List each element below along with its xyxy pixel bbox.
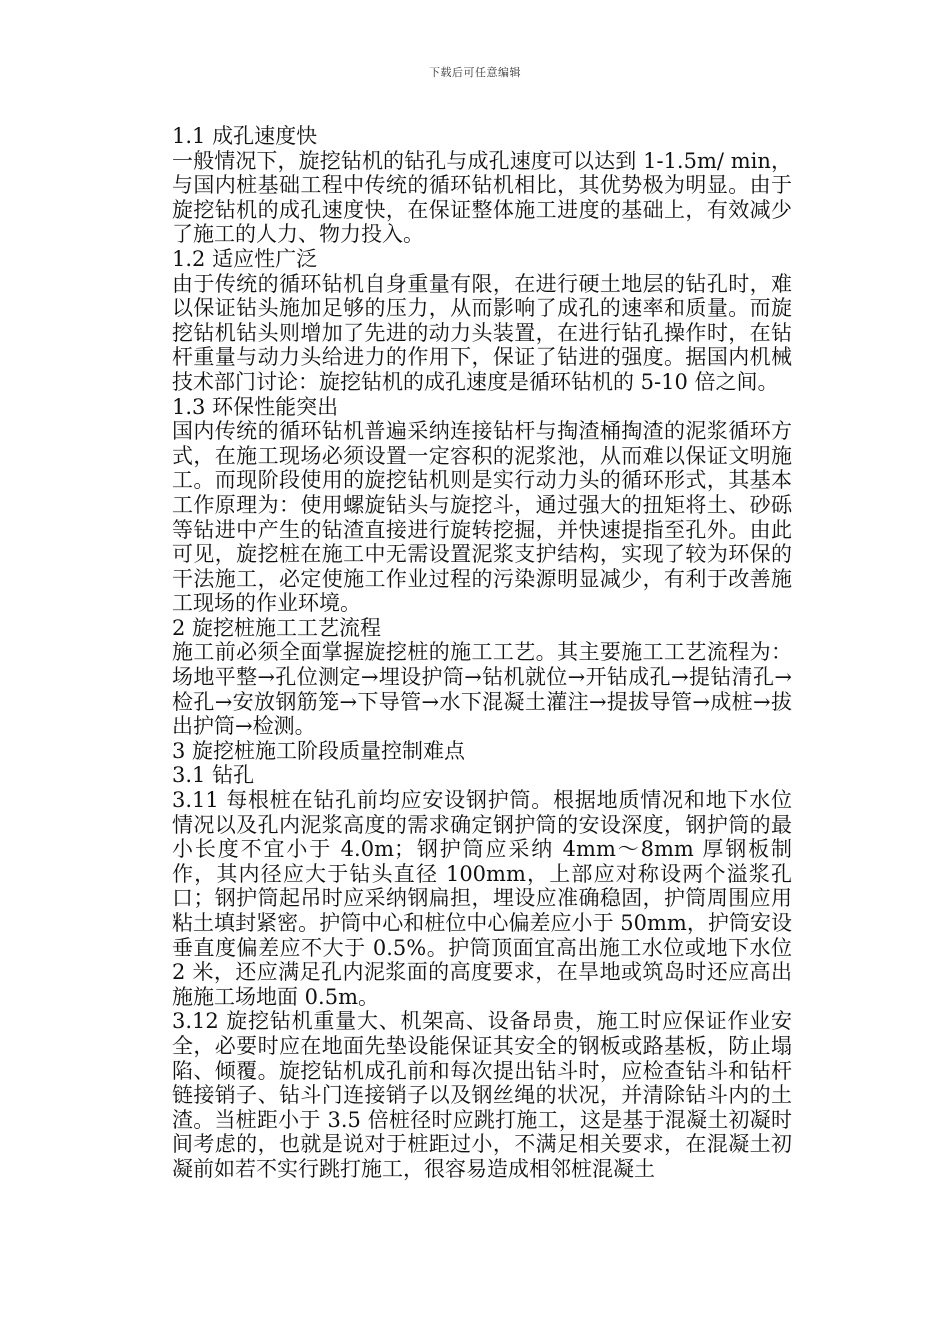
paragraph-3-12: 3.12 旋挖钻机重量大、机架高、设备昂贵，施工时应保证作业安全，必要时应在地面先垫设能保证其安全的钢板或路基板，防止塌陷、倾覆。旋挖钻机成孔前和每次提出钻斗时，应检查钻斗和钻杆链接销子、钻斗门连接销子以及钢丝绳的状况，并清除钻斗内的土渣。当桩距小于 3.5 倍桩径时应跳打施工，这是基于混凝土初凝时间考虑的，也就是说对于桩距过小，不满足相关要求，在混凝土初凝前如若不实行跳打施工，很容易造成相邻桩混凝土 — [172, 1009, 792, 1181]
section-heading-1-2: 1.2 适应性广泛 — [172, 246, 318, 271]
section-heading-2: 2 旋挖桩施工工艺流程 — [172, 615, 382, 640]
paragraph-1-1: 一般情况下，旋挖钻机的钻孔与成孔速度可以达到 1-1.5m/ min，与国内桩基础工程中传统的循环钻机相比，其优势极为明显。由于旋挖钻机的成孔速度快，在保证整体施工进度的基础上，有效减少了施工的人力、物力投入。 — [172, 148, 792, 247]
paragraph-1-2: 由于传统的循环钻机自身重量有限，在进行硬土地层的钻孔时，难以保证钻头施加足够的压力，从而影响了成孔的速率和质量。而旋挖钻机钻头则增加了先进的动力头装置，在进行钻孔操作时，在钻杆重量与动力头给进力的作用下，保证了钻进的强度。据国内机械技术部门讨论：旋挖钻机的成孔速度是循环钻机的 5-10 倍之间。 — [172, 271, 792, 394]
section-heading-3-1: 3.1 钻孔 — [172, 763, 255, 788]
paragraph-1-3: 国内传统的循环钻机普遍采纳连接钻杆与掏渣桶掏渣的泥浆循环方式，在施工现场必须设置一定容积的泥浆池，从而难以保证文明施工。而现阶段使用的旋挖钻机则是实行动力头的循环形式，其基本工作原理为：使用螺旋钻头与旋挖斗，通过强大的扭矩将土、砂砾等钻进中产生的钻渣直接进行旋转挖掘，并快速提指至孔外。由此可见，旋挖桩在施工中无需设置泥浆支护结构，实现了较为环保的干法施工，必定使施工作业过程的污染源明显减少，有利于改善施工现场的作业环境。 — [172, 419, 792, 616]
paragraph-2: 施工前必须全面掌握旋挖桩的施工工艺。其主要施工工艺流程为：场地平整→孔位测定→埋设护筒→钻机就位→开钻成孔→提钻清孔→检孔→安放钢筋笼→下导管→水下混凝土灌注→提拔导管→成桩→拔出护筒→检测。 — [172, 640, 792, 739]
document-body — [172, 124, 792, 1182]
section-heading-3: 3 旋挖桩施工阶段质量控制难点 — [172, 738, 466, 763]
paragraph-3-11: 3.11 每根桩在钻孔前均应安设钢护筒。根据地质情况和地下水位情况以及孔内泥浆高度的需求确定钢护筒的安设深度，钢护筒的最小长度不宜小于 4.0m；钢护筒应采纳 4mm～8mm 厚钢板制作，其内径应大于钻头直径 100mm，上部应对称设两个溢浆孔口；钢护筒起吊时应采纳钢扁担，埋设应准确稳固，护筒周围应用粘土填封紧密。护筒中心和桩位中心偏差应小于 50mm，护筒安设垂直度偏差应不大于 0.5%。护筒顶面宜高出施工水位或地下水位 2 米，还应满足孔内泥浆面的高度要求，在旱地或筑岛时还应高出施施工场地面 0.5m。 — [172, 788, 792, 1009]
section-heading-1-1: 1.1 成孔速度快 — [172, 124, 318, 148]
page-header: 下载后可任意编辑 — [429, 66, 521, 79]
section-heading-1-3: 1.3 环保性能突出 — [172, 394, 339, 419]
